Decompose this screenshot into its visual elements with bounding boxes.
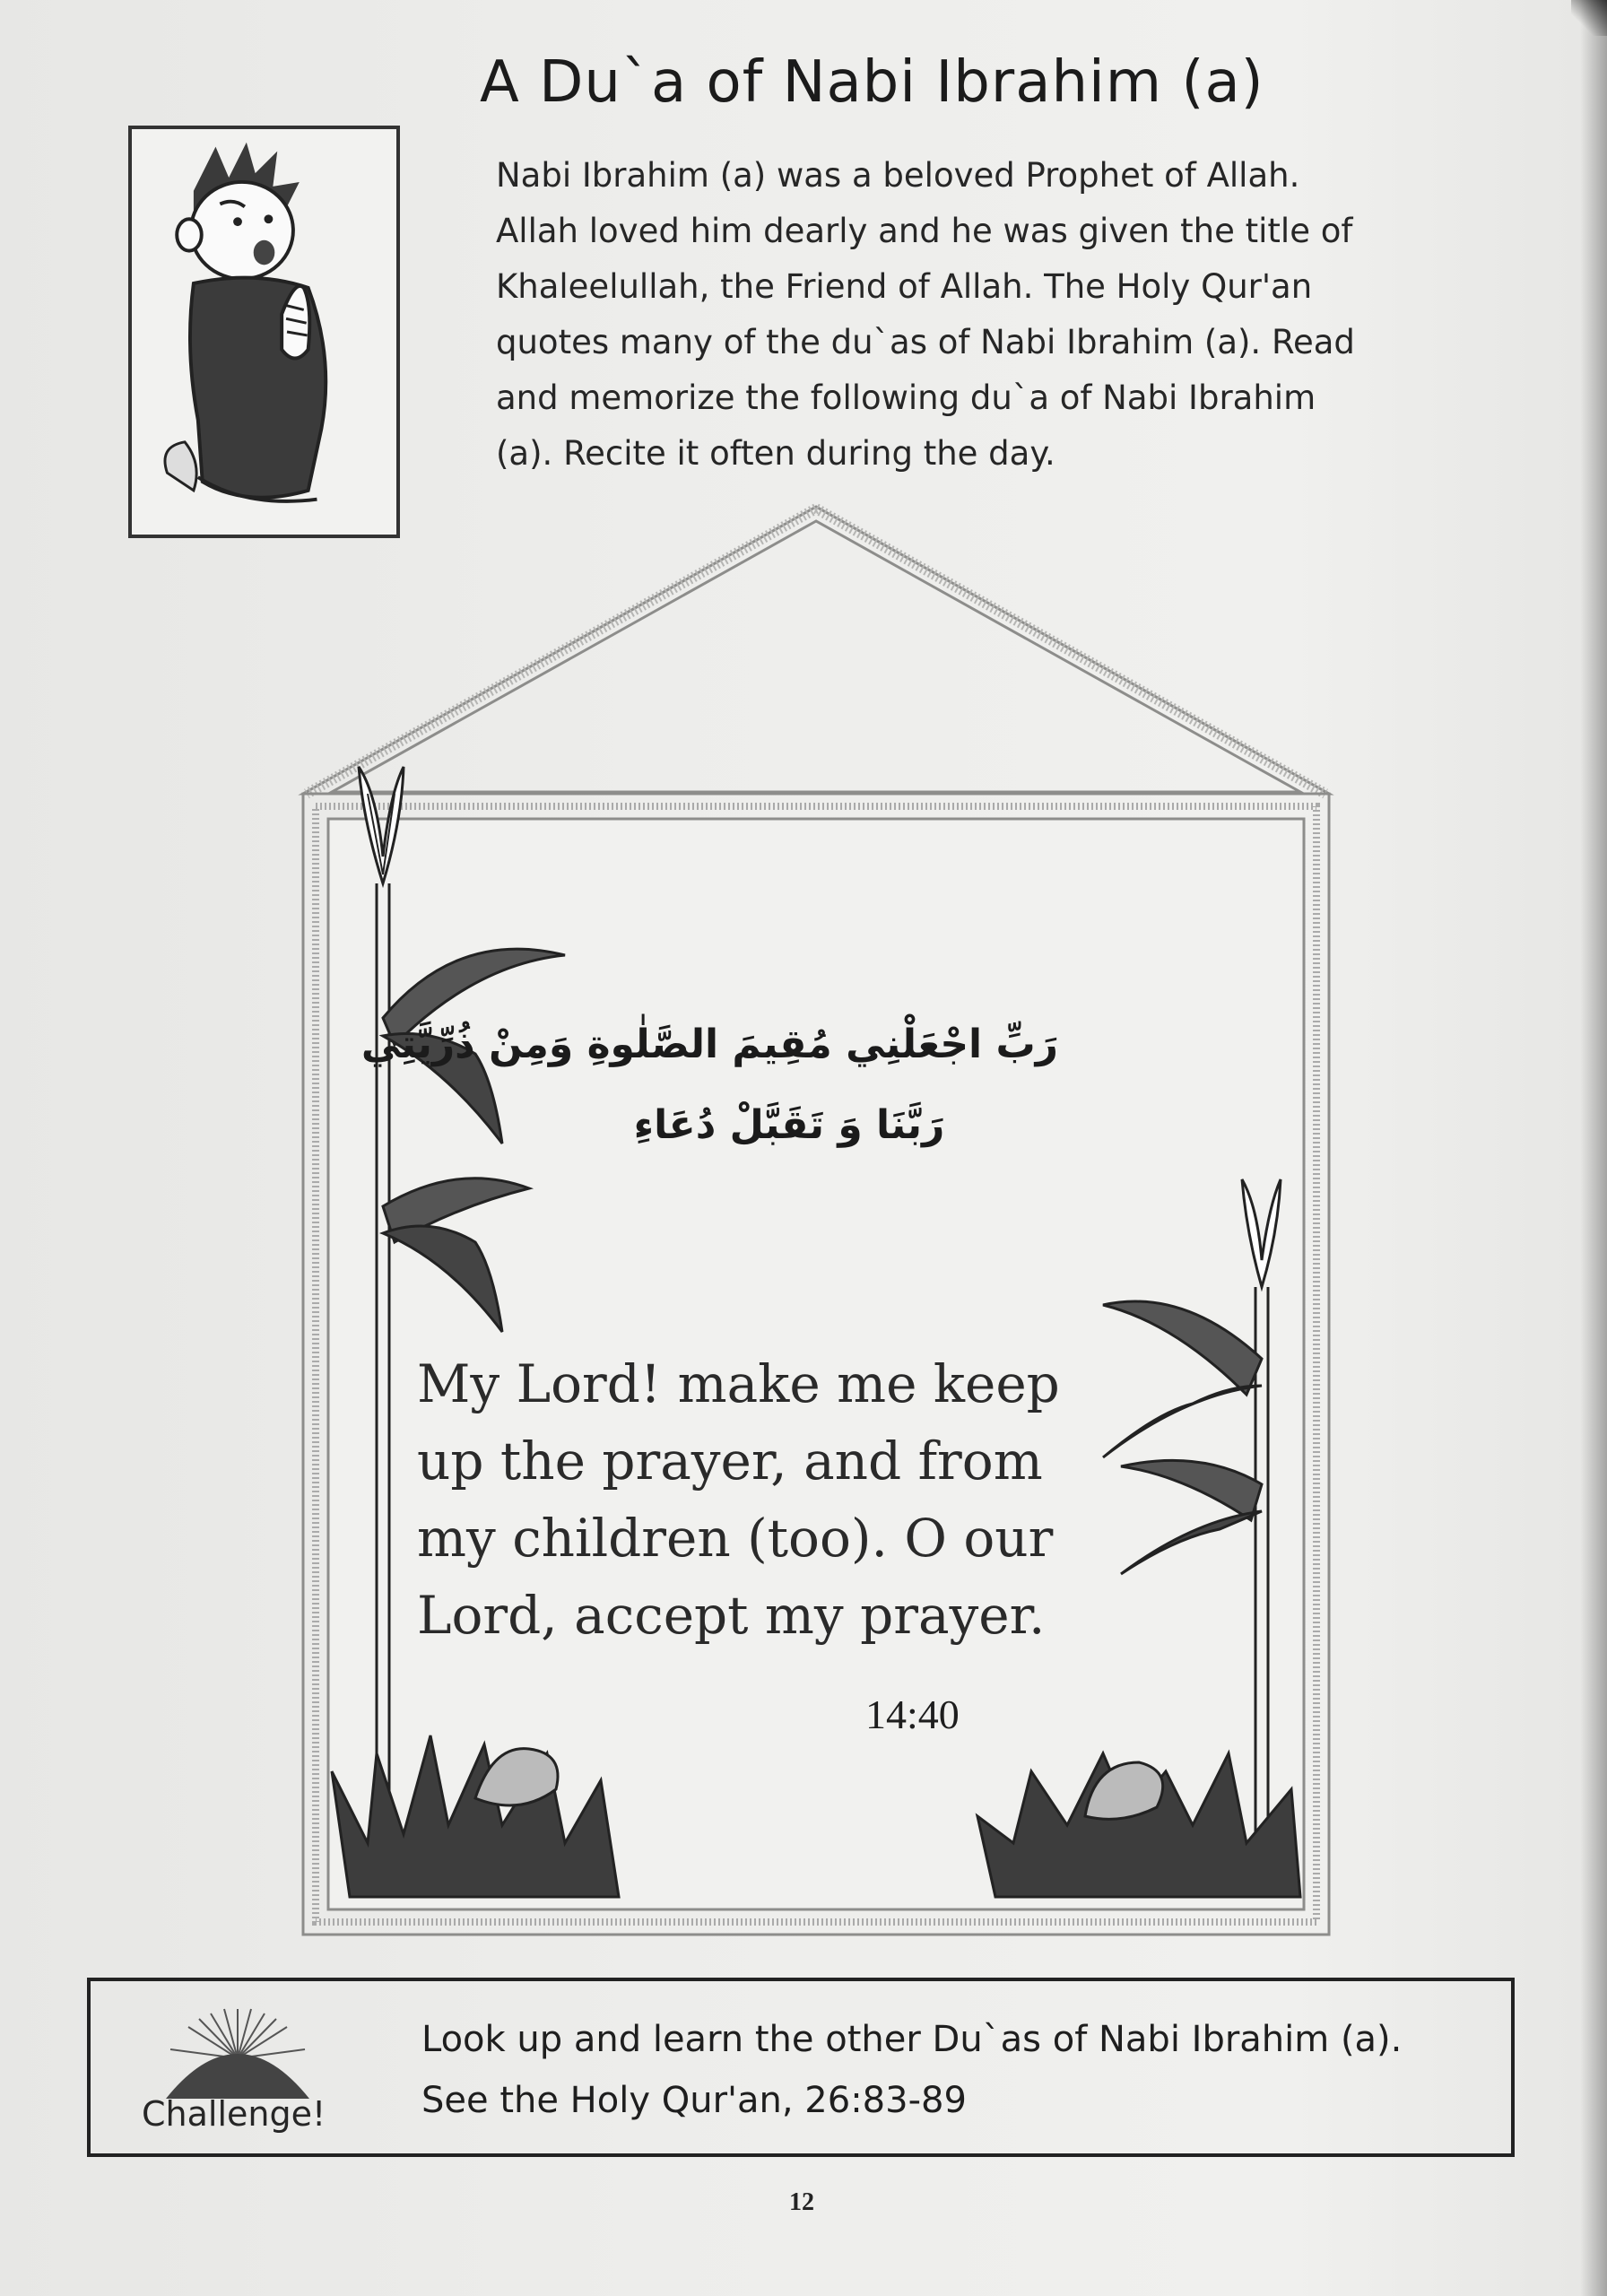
page-title: A Du`a of Nabi Ibrahim (a)	[480, 49, 1264, 116]
page-corner-shadow	[1571, 0, 1607, 36]
praying-boy-illustration	[128, 126, 400, 538]
intro-paragraph: Nabi Ibrahim (a) was a beloved Prophet of Allah. Allah loved him dearly and he was given the title of Khaleelullah, the Friend of Allah. The Holy Qur'an quotes many of the du`as of Nabi Ibrahim (a). Read and memorize the following du`a of Nabi Ibrahim (a). Recite it often during the day.	[496, 156, 1355, 473]
arabic-line-2: رَبَّنَا وَ تَقَبَّلْ دُعَاءِ	[633, 1102, 945, 1148]
arabic-dua	[360, 1004, 1058, 1166]
dua-translation: My Lord! make me keep up the prayer, and from my children (too). O our Lord, accept my prayer.	[417, 1353, 1060, 1646]
page-number: 12	[789, 2188, 814, 2216]
challenge-line-2: See the Holy Qur'an, 26:83-89	[421, 2080, 967, 2121]
challenge-label: Challenge!	[142, 2094, 326, 2134]
page-edge-shadow	[1580, 0, 1607, 2296]
challenge-line-1: Look up and learn the other Du`as of Nabi Ibrahim (a).	[421, 2019, 1403, 2060]
challenge-text	[421, 2009, 1498, 2131]
dua-house-frame	[296, 498, 1336, 1942]
verse-reference: 14:40	[865, 1692, 960, 1737]
arabic-line-1: رَبِّ اجْعَلْنِي مُقِيمَ الصَّلٰوةِ وَمِنْ ذُرِّيَّتِي	[360, 1022, 1058, 1067]
sunrise-icon	[148, 2005, 327, 2103]
praying-boy-icon	[132, 129, 396, 535]
